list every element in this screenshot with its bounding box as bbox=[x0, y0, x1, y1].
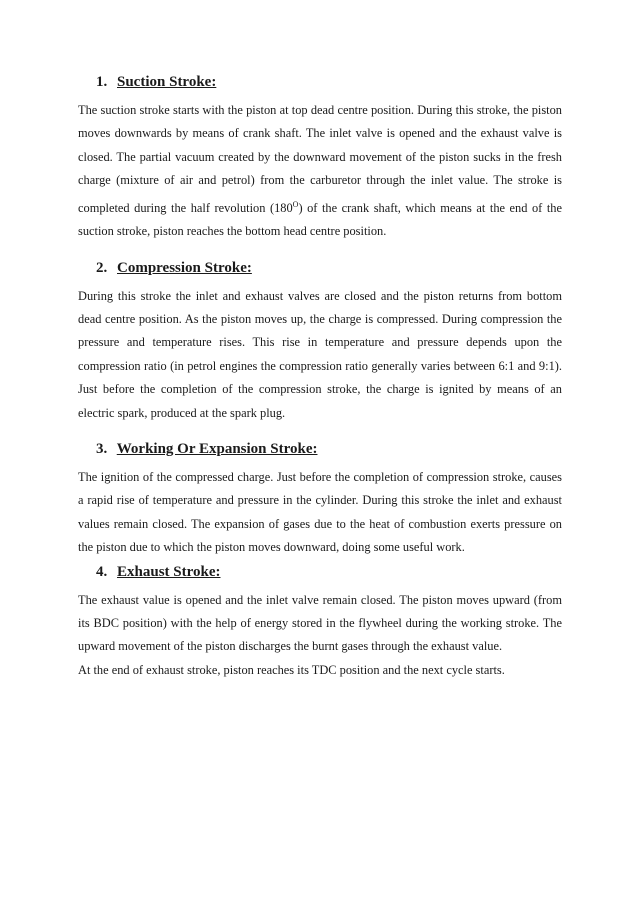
section-exhaust-stroke bbox=[78, 562, 562, 683]
section-paragraph: The exhaust value is opened and the inlet valve remain closed. The piston moves upward (from its BDC position) with the help of energy stored in the flywheel during the working stroke. The upward movement of the piston discharges the burnt gases through the exhaust value. bbox=[78, 592, 562, 654]
section-number: 4. bbox=[96, 563, 108, 580]
section-paragraph: During this stroke the inlet and exhaust valves are closed and the piston returns from bottom dead centre position. As the piston moves up, the charge is compressed. During compression the pressure and temperature rises. This rise in temperature and pressure depends upon the compression ratio (in petrol engines the compression ratio generally varies between 6:1 and 9:1). Just before the completion of the compression stroke, the charge is ignited by means of an electric spark, produced at the spark plug. bbox=[78, 288, 562, 420]
section-heading bbox=[96, 439, 562, 459]
section-title: Working Or Expansion Stroke: bbox=[116, 441, 318, 457]
section-suction-stroke bbox=[78, 72, 562, 244]
section-working-stroke bbox=[78, 439, 562, 560]
section-number: 1. bbox=[96, 74, 108, 90]
section-heading bbox=[96, 258, 562, 278]
section-number: 2. bbox=[96, 259, 108, 276]
document-page bbox=[78, 72, 562, 682]
section-title: Exhaust Stroke: bbox=[117, 563, 221, 580]
degree-superscript: O bbox=[292, 199, 299, 209]
section-heading bbox=[96, 72, 562, 92]
section-title: Suction Stroke: bbox=[117, 74, 217, 90]
closing-paragraph: At the end of exhaust stroke, piston reaches its TDC position and the next cycle starts. bbox=[78, 662, 505, 677]
section-paragraph bbox=[78, 99, 562, 244]
paragraph-text: ) of the crank shaft, which means at the end of the suction stroke, piston reaches the bottom head centre position. bbox=[78, 200, 562, 239]
section-heading bbox=[96, 562, 562, 582]
section-number: 3. bbox=[96, 441, 108, 457]
paragraph-text: The suction stroke starts with the piston at top dead centre position. During this stroke, the piston moves downwards by means of crank shaft. The inlet valve is opened and the exhaust valve is closed. The partial vacuum created by the downward movement of the piston sucks in the fresh charge (mixture of air and petrol) from the carburetor through the inlet value. The stroke is completed during the half revolution (180 bbox=[78, 103, 562, 215]
section-title: Compression Stroke: bbox=[117, 259, 252, 276]
section-compression-stroke bbox=[78, 258, 562, 425]
section-paragraph: The ignition of the compressed charge. Just before the completion of compression stroke, causes a rapid rise of temperature and pressure in the cylinder. During this stroke the inlet and exhaust values remain closed. The expansion of gases due to the heat of combustion exerts pressure on the piston due to which the piston moves downward, doing some useful work. bbox=[78, 470, 562, 555]
